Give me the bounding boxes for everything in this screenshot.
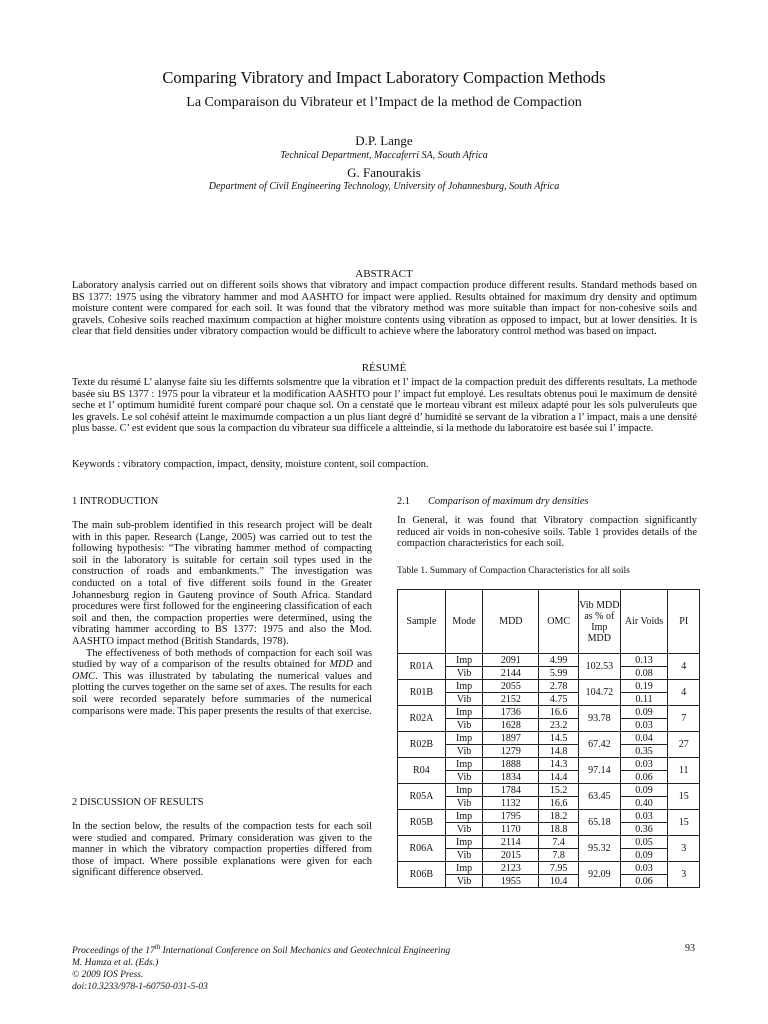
table-row: [398, 758, 700, 771]
air-voids-cell: 0.05: [620, 836, 668, 849]
footer-proceedings-b: International Conference on Soil Mechanics and Geotechnical Engineering: [160, 946, 451, 957]
omc-cell: 4.75: [539, 693, 579, 706]
mode-cell: Imp: [445, 758, 483, 771]
air-voids-cell: 0.19: [620, 680, 668, 693]
sample-cell: R01A: [398, 654, 446, 680]
author-name: G. Fanourakis: [347, 165, 421, 180]
mode-cell: Vib: [445, 719, 483, 732]
mdd-cell: 2152: [483, 693, 539, 706]
omc-cell: 16.6: [539, 706, 579, 719]
sample-cell: R04: [398, 758, 446, 784]
omc-cell: 7.8: [539, 849, 579, 862]
footer-proceedings-a: Proceedings of the 17: [72, 946, 155, 957]
sample-cell: R02A: [398, 706, 446, 732]
subsection-number: 2.1: [397, 496, 410, 507]
air-voids-cell: 0.06: [620, 771, 668, 784]
air-voids-cell: 0.03: [620, 862, 668, 875]
footer-proceedings-sup: th: [154, 943, 161, 951]
omc-cell: 2.78: [539, 680, 579, 693]
vib-percent-cell: 65.18: [578, 810, 620, 836]
pi-cell: 15: [668, 784, 700, 810]
mdd-cell: 2144: [483, 667, 539, 680]
pi-cell: 27: [668, 732, 700, 758]
omc-cell: 15.2: [539, 784, 579, 797]
intro-paragraph-2: [72, 648, 372, 718]
mdd-cell: 2114: [483, 836, 539, 849]
mode-cell: Imp: [445, 680, 483, 693]
vib-percent-cell: 104.72: [578, 680, 620, 706]
omc-cell: 14.5: [539, 732, 579, 745]
mode-cell: Vib: [445, 797, 483, 810]
omc-cell: 18.2: [539, 810, 579, 823]
table-header: PI: [668, 590, 700, 654]
mode-cell: Vib: [445, 875, 483, 888]
omc-cell: 7.4: [539, 836, 579, 849]
resume-text: Texte du résumé L’ alanyse faite siu les differnts solsmentre que la vibration et l’ impact de la compaction preduit des differents resultats. La methode basée siu BS 1377 : 1975 pour la vibrateur et la modification AASHTO pour l’ impact fut employé. Les resultats obtenus poui le maximum de densité seche et l’ optimum humidité furent comparé pour chaque sol. On a censtaté que le morteau vibrant est mileux adapté pour les sols pulveruleuts que les gravels. Le sol cohésif atteint le maximumde compaction a un plus liant degré d’ humidité se servant de la vibration a l’ impact, mais a une densité plus basse. C’ est evident que sous la compaction du vibrateur sua difficele a altteindie, si la methode du laboratoire est basée sui l’ impacte.: [72, 377, 697, 435]
pi-cell: 3: [668, 862, 700, 888]
air-voids-cell: 0.11: [620, 693, 668, 706]
omc-cell: 14.4: [539, 771, 579, 784]
air-voids-cell: 0.03: [620, 719, 668, 732]
mdd-cell: 1795: [483, 810, 539, 823]
table-row: [398, 836, 700, 849]
abstract-heading: ABSTRACT: [355, 268, 413, 280]
table-row: [398, 654, 700, 667]
air-voids-cell: 0.04: [620, 732, 668, 745]
table-header: Vib MDD as % of Imp MDD: [578, 590, 620, 654]
keywords: Keywords : vibratory compaction, impact, density, moisture content, soil compaction.: [72, 459, 429, 470]
mode-cell: Imp: [445, 836, 483, 849]
mode-cell: Imp: [445, 706, 483, 719]
mdd-term: MDD: [329, 659, 354, 671]
abstract-text: Laboratory analysis carried out on different soils shows that vibratory and impact compaction produce different results. Standard methods based on BS 1377: 1975 using the vibratory hammer and mod AASHTO for impact were applied. Results obtained for maximum dry density and optimum moisture content were compared for each soil. It was found that the vibratory method was more suitable than impact for non-cohesive soils and gravels. Cohesive soils reached maximum compaction at higher moisture contents using vibration as opposed to impact, but at lower densities. It is clear that field densities under vibratory compaction would be difficult to achieve where the laboratory control method was based on impact.: [72, 280, 697, 338]
table-row: [398, 706, 700, 719]
pi-cell: 3: [668, 836, 700, 862]
air-voids-cell: 0.09: [620, 784, 668, 797]
subsection-paragraph: In General, it was found that Vibratory compaction significantly reduced air voids in non-cohesive soils. Table 1 provides details of the compaction characteristics for each soil.: [397, 515, 697, 550]
paper-title: Comparing Vibratory and Impact Laboratory Compaction Methods: [162, 68, 606, 87]
intro-p2-and: and: [353, 659, 372, 671]
mode-cell: Imp: [445, 862, 483, 875]
mode-cell: Vib: [445, 771, 483, 784]
mode-cell: Imp: [445, 810, 483, 823]
vib-percent-cell: 93.78: [578, 706, 620, 732]
omc-cell: 14.3: [539, 758, 579, 771]
mdd-cell: 1279: [483, 745, 539, 758]
mdd-cell: 1170: [483, 823, 539, 836]
table-header: MDD: [483, 590, 539, 654]
air-voids-cell: 0.03: [620, 810, 668, 823]
table-header: Mode: [445, 590, 483, 654]
subsection-heading: [397, 496, 697, 507]
table-header: OMC: [539, 590, 579, 654]
mdd-cell: 2123: [483, 862, 539, 875]
mode-cell: Vib: [445, 667, 483, 680]
pi-cell: 7: [668, 706, 700, 732]
pi-cell: 4: [668, 680, 700, 706]
footer-doi: doi:10.3233/978-1-60750-031-5-03: [72, 982, 208, 993]
paper-subtitle: La Comparaison du Vibrateur et l’Impact de la method de Compaction: [186, 95, 582, 110]
air-voids-cell: 0.09: [620, 849, 668, 862]
subsection-title: Comparison of maximum dry densities: [428, 496, 589, 507]
mdd-cell: 1628: [483, 719, 539, 732]
air-voids-cell: 0.09: [620, 706, 668, 719]
mdd-cell: 1897: [483, 732, 539, 745]
section-heading-discussion: 2 DISCUSSION OF RESULTS: [72, 797, 204, 808]
intro-paragraph: [72, 520, 372, 717]
mdd-cell: 1132: [483, 797, 539, 810]
pi-cell: 15: [668, 810, 700, 836]
air-voids-cell: 0.40: [620, 797, 668, 810]
air-voids-cell: 0.03: [620, 758, 668, 771]
omc-term: OMC: [72, 670, 96, 682]
footer-proceedings: [72, 941, 450, 957]
mdd-cell: 2015: [483, 849, 539, 862]
omc-cell: 23.2: [539, 719, 579, 732]
footer-editors: M. Hamza et al. (Eds.): [72, 958, 159, 969]
omc-cell: 14.8: [539, 745, 579, 758]
omc-cell: 7.95: [539, 862, 579, 875]
mode-cell: Vib: [445, 745, 483, 758]
table-header: Sample: [398, 590, 446, 654]
mode-cell: Imp: [445, 654, 483, 667]
table-row: [398, 784, 700, 797]
mode-cell: Vib: [445, 849, 483, 862]
vib-percent-cell: 97.14: [578, 758, 620, 784]
footer-copyright: © 2009 IOS Press.: [72, 970, 144, 981]
page-number: 93: [685, 943, 695, 954]
table-row: [398, 862, 700, 875]
footer-citation: [72, 941, 450, 993]
resume-heading: RÉSUMÉ: [361, 362, 407, 374]
mdd-cell: 1888: [483, 758, 539, 771]
omc-cell: 16.6: [539, 797, 579, 810]
mode-cell: Vib: [445, 823, 483, 836]
mode-cell: Imp: [445, 732, 483, 745]
intro-p2-text-end: . This was illustrated by tabulating the numerical values and plotting the curves together on the same set of axes. The results for each soil were recorded separately before summaries of the numerical comparisons were made. This paper presents the results of that exercise.: [72, 670, 372, 717]
air-voids-cell: 0.13: [620, 654, 668, 667]
discussion-paragraph: In the section below, the results of the compaction tests for each soil were studied and compared. Primary consideration was given to the manner in which the vibratory compaction properties differed from those of impact. Where possible explanations were given for each significant difference observed.: [72, 821, 372, 879]
air-voids-cell: 0.08: [620, 667, 668, 680]
mode-cell: Vib: [445, 693, 483, 706]
table-header: Air Voids: [620, 590, 668, 654]
mdd-cell: 1834: [483, 771, 539, 784]
sample-cell: R05B: [398, 810, 446, 836]
air-voids-cell: 0.35: [620, 745, 668, 758]
air-voids-cell: 0.36: [620, 823, 668, 836]
mdd-cell: 1736: [483, 706, 539, 719]
sample-cell: R06B: [398, 862, 446, 888]
table-caption: Table 1. Summary of Compaction Characteristics for all soils: [397, 566, 630, 576]
omc-cell: 5.99: [539, 667, 579, 680]
vib-percent-cell: 95.32: [578, 836, 620, 862]
pi-cell: 11: [668, 758, 700, 784]
table-row: [398, 810, 700, 823]
mdd-cell: 1955: [483, 875, 539, 888]
sample-cell: R06A: [398, 836, 446, 862]
author-affiliation: Department of Civil Engineering Technology, University of Johannesburg, South Africa: [208, 181, 560, 192]
intro-paragraph-1: The main sub-problem identified in this research project will be dealt with in this paper. Research (Lange, 2005) was carried out to test the following hypothesis: “The vibrating hammer method of compacting soil in the laboratory is suitable for certain soil types used in the construction of roads and embankments.” The investigation was conducted on a total of five different soils found in the Greater Johannesburg region in Gauteng province of South Africa. Standard procedures were first followed for the engineering classification of each soil and then, the compaction properties were determined, using the vibrating hammer according to BS 1377: 1975 and also the Mod. AASHTO impact method (British Standards, 1978).: [72, 520, 372, 647]
vib-percent-cell: 92.09: [578, 862, 620, 888]
vib-percent-cell: 63.45: [578, 784, 620, 810]
vib-percent-cell: 67.42: [578, 732, 620, 758]
author-affiliation: Technical Department, Maccaferri SA, South Africa: [280, 150, 488, 161]
pi-cell: 4: [668, 654, 700, 680]
omc-cell: 4.99: [539, 654, 579, 667]
air-voids-cell: 0.06: [620, 875, 668, 888]
sample-cell: R02B: [398, 732, 446, 758]
mdd-cell: 1784: [483, 784, 539, 797]
compaction-table: [397, 589, 700, 888]
mode-cell: Imp: [445, 784, 483, 797]
table-row: [398, 732, 700, 745]
intro-p2-text: The effectiveness of both methods of compaction for each soil was studied by way of a comparison of the results obtained for: [72, 647, 372, 671]
omc-cell: 18.8: [539, 823, 579, 836]
vib-percent-cell: 102.53: [578, 654, 620, 680]
author-name: D.P. Lange: [355, 133, 413, 148]
table-row: [398, 680, 700, 693]
mdd-cell: 2055: [483, 680, 539, 693]
omc-cell: 10.4: [539, 875, 579, 888]
mdd-cell: 2091: [483, 654, 539, 667]
sample-cell: R01B: [398, 680, 446, 706]
section-heading-introduction: 1 INTRODUCTION: [72, 496, 159, 507]
sample-cell: R05A: [398, 784, 446, 810]
